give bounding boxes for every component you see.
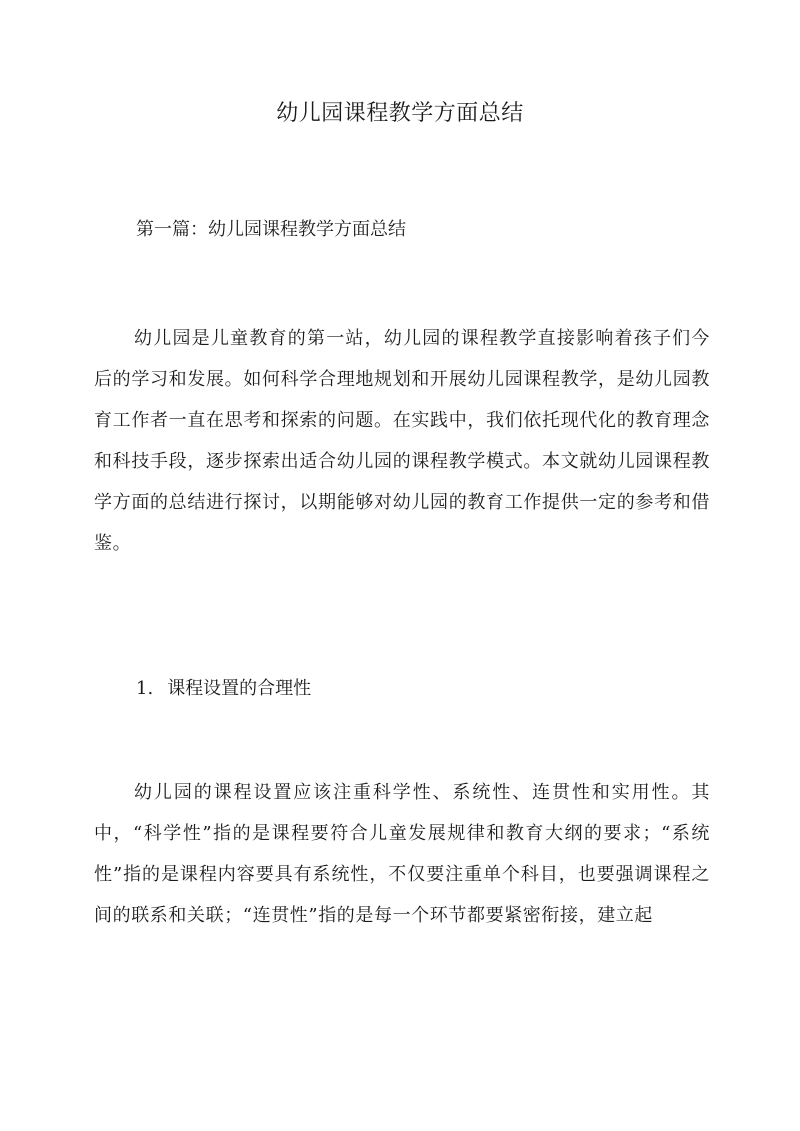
point-paragraph: 幼儿园的课程设置应该注重科学性、系统性、连贯性和实用性。其中，“科学性”指的是课程要符合儿童发展规律和教育大纲的要求；“系统性”指的是课程内容要具有系统性，不仅要注重单个科目，也要强调课程之间的联系和关联；“连贯性”指的是每一个环节都要紧密衔接，建立起 [94, 782, 710, 926]
point-heading-text: 课程设置的合理性 [167, 678, 312, 699]
point-number: 1. [136, 678, 154, 699]
document-title: 幼儿园课程教学方面总结 [276, 101, 524, 126]
section-heading: 第一篇：幼儿园课程教学方面总结 [136, 219, 406, 240]
intro-paragraph: 幼儿园是儿童教育的第一站，幼儿园的课程教学直接影响着孩子们今后的学习和发展。如何科学合理地规划和开展幼儿园课程教学，是幼儿园教育工作者一直在思考和探索的问题。在实践中，我们依托现代化的教育理念和科技手段，逐步探索出适合幼儿园的课程教学模式。本文就幼儿园课程教学方面的总结进行探讨，以期能够对幼儿园的教育工作提供一定的参考和借鉴。 [94, 328, 710, 554]
point-heading [136, 676, 311, 702]
